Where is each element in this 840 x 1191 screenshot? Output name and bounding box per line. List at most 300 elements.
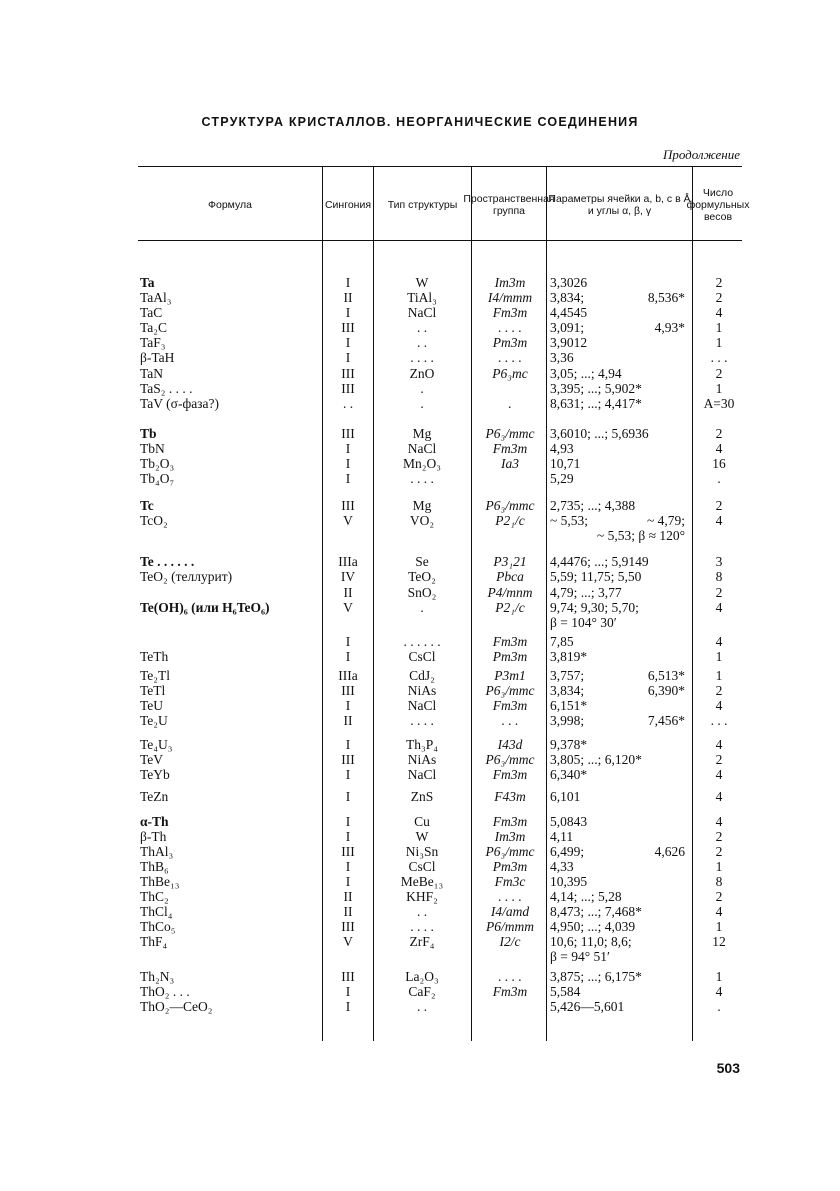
z-cell: 2	[715, 829, 723, 844]
params-cell: 5,29	[550, 471, 574, 486]
space-group-cell: P4/mnm	[487, 585, 533, 600]
syngony-cell: I	[345, 767, 351, 782]
formula-cell: TaAl₃	[140, 290, 172, 305]
formula-cell: TbN	[140, 441, 165, 456]
formula-cell: ThCo₅	[140, 919, 176, 934]
z-cell: .	[717, 999, 721, 1014]
space-group-cell: Pbca	[496, 569, 524, 584]
space-group-cell: I43d	[497, 737, 523, 752]
structure-cell: Mg	[412, 498, 432, 513]
params-cell: 3,3026	[550, 275, 588, 290]
header-params: Параметры ячейки a, b, c в Å и углы α, β, γ	[548, 193, 691, 217]
syngony-cell: I	[345, 275, 351, 290]
space-group-cell: P6₃/mmc	[485, 426, 535, 441]
space-group-cell: . . . .	[498, 320, 522, 335]
syngony-cell: II	[343, 904, 353, 919]
space-group-cell: Fm3m	[492, 634, 528, 649]
space-group-cell: P2₁/c	[495, 600, 525, 615]
syngony-cell: I	[345, 737, 351, 752]
table-row	[0, 683, 840, 698]
table-row	[0, 441, 840, 456]
structure-cell: NiAs	[407, 752, 437, 767]
formula-cell: TeU	[140, 698, 164, 713]
z-cell: 3	[715, 554, 723, 569]
syngony-cell: V	[343, 600, 353, 615]
formula-cell: Te₄U₃	[140, 737, 173, 752]
structure-cell: CsCl	[408, 649, 436, 664]
formula-cell: Th₂N₃	[140, 969, 175, 984]
syngony-cell: III	[341, 844, 355, 859]
table-row	[0, 634, 840, 649]
params-cell: 2,735; ...; 4,388	[550, 498, 636, 513]
structure-cell: La₂O₃	[405, 969, 439, 984]
space-group-cell: P6₃/mmc	[485, 498, 535, 513]
formula-cell: TeTl	[140, 683, 166, 698]
params-cell: 9,74; 9,30; 5,70;	[550, 600, 639, 615]
space-group-cell: Pm3m	[492, 335, 528, 350]
z-cell: 1	[715, 335, 723, 350]
z-cell: 4	[715, 789, 723, 804]
syngony-cell: IIIa	[338, 554, 358, 569]
formula-cell: TaN	[140, 366, 164, 381]
structure-cell: Th₃P₄	[406, 737, 438, 752]
params-extra-cell: ~ 5,53; β ≈ 120°	[596, 528, 685, 543]
structure-cell: Ni₃Sn	[405, 844, 439, 859]
structure-cell: . .	[416, 999, 428, 1014]
structure-cell: NaCl	[407, 305, 437, 320]
formula-cell: β-Th	[140, 829, 167, 844]
structure-cell: W	[415, 829, 429, 844]
syngony-cell: I	[345, 335, 351, 350]
space-group-cell: P6₃/mmc	[485, 752, 535, 767]
continuation-label: Продолжение	[662, 147, 740, 162]
table-row	[0, 585, 840, 600]
formula-cell: ThCl₄	[140, 904, 173, 919]
z-cell: 4	[715, 814, 723, 829]
space-group-cell: .	[508, 396, 512, 411]
formula-cell: Te . . . . . .	[140, 554, 195, 569]
structure-cell: NiAs	[407, 683, 437, 698]
structure-cell: Mn₂O₃	[403, 456, 441, 471]
structure-cell: . .	[416, 335, 428, 350]
table-row	[0, 513, 840, 528]
table-row	[0, 999, 840, 1014]
params-cell: 7,85	[550, 634, 574, 649]
params-cell: 4,14; ...; 5,28	[550, 889, 622, 904]
page-title: СТРУКТУРА КРИСТАЛЛОВ. НЕОРГАНИЧЕСКИЕ СОЕДИНЕНИЯ	[201, 115, 639, 129]
table-row	[0, 320, 840, 335]
table-row	[0, 649, 840, 664]
syngony-cell: I	[345, 634, 351, 649]
syngony-cell: II	[343, 889, 353, 904]
z-cell: 2	[715, 889, 723, 904]
table-row	[0, 554, 840, 569]
formula-cell: TeTh	[140, 649, 169, 664]
syngony-cell: I	[345, 814, 351, 829]
structure-cell: . . . .	[410, 471, 434, 486]
z-cell: 2	[715, 683, 723, 698]
params-extra-cell: 7,456*	[647, 713, 685, 728]
table-row	[0, 600, 840, 615]
structure-cell: CsCl	[408, 859, 436, 874]
formula-cell: TaV (σ-фаза?)	[140, 396, 219, 411]
syngony-cell: III	[341, 919, 355, 934]
table-row	[0, 984, 840, 999]
space-group-cell: Fm3m	[492, 441, 528, 456]
formula-cell: ThF₄	[140, 934, 168, 949]
table-row	[0, 949, 840, 964]
formula-cell: α-Th	[140, 814, 169, 829]
space-group-cell: Fm3c	[494, 874, 526, 889]
syngony-cell: I	[345, 984, 351, 999]
table-row	[0, 471, 840, 486]
syngony-cell: II	[343, 713, 353, 728]
z-cell: 4	[715, 513, 723, 528]
z-cell: 8	[715, 569, 723, 584]
space-group-cell: Pm3m	[492, 859, 528, 874]
params-cell: 3,091;	[550, 320, 585, 335]
syngony-cell: I	[345, 456, 351, 471]
table-row	[0, 569, 840, 584]
params-cell: 3,6010; ...; 5,6936	[550, 426, 649, 441]
syngony-cell: II	[343, 290, 353, 305]
table-row	[0, 789, 840, 804]
space-group-cell: . . .	[501, 713, 519, 728]
z-cell: 4	[715, 634, 723, 649]
params-cell: 3,875; ...; 6,175*	[550, 969, 642, 984]
params-extra-cell: 8,536*	[647, 290, 685, 305]
space-group-cell: Fm3m	[492, 305, 528, 320]
structure-cell: NaCl	[407, 698, 437, 713]
params-cell: 4,33	[550, 859, 574, 874]
table-row	[0, 426, 840, 441]
formula-cell: ThBe₁₃	[140, 874, 180, 889]
space-group-cell: . . . .	[498, 350, 522, 365]
space-group-cell: P3₁21	[493, 554, 527, 569]
params-cell: 9,378*	[550, 737, 588, 752]
table-row	[0, 859, 840, 874]
params-cell: 3,819*	[550, 649, 588, 664]
params-cell: 10,71	[550, 456, 581, 471]
table-row	[0, 919, 840, 934]
formula-cell: Ta	[140, 275, 155, 290]
syngony-cell: I	[345, 999, 351, 1014]
z-cell: 2	[715, 426, 723, 441]
syngony-cell: I	[345, 305, 351, 320]
z-cell: 4	[715, 600, 723, 615]
syngony-cell: IV	[340, 569, 356, 584]
structure-cell: . . . .	[410, 919, 434, 934]
params-cell: 10,395	[550, 874, 588, 889]
z-cell: 4	[715, 767, 723, 782]
z-cell: A=30	[703, 396, 735, 411]
params-cell: 5,584	[550, 984, 581, 999]
params-cell: 3,757;	[550, 668, 585, 683]
table-row	[0, 814, 840, 829]
formula-cell: Te₂U	[140, 713, 168, 728]
params-cell: 6,499;	[550, 844, 585, 859]
space-group-cell: P6₃/mmc	[485, 844, 535, 859]
z-cell: . . .	[710, 713, 728, 728]
z-cell: 4	[715, 904, 723, 919]
formula-cell: TaS₂ . . . .	[140, 381, 193, 396]
z-cell: 1	[715, 649, 723, 664]
structure-cell: TiAl₃	[407, 290, 437, 305]
z-cell: 4	[715, 984, 723, 999]
structure-cell: W	[415, 275, 429, 290]
table-row	[0, 456, 840, 471]
params-cell: 4,4545	[550, 305, 588, 320]
formula-cell: TeYb	[140, 767, 170, 782]
space-group-cell: Fm3m	[492, 984, 528, 999]
structure-cell: TeO₂	[408, 569, 436, 584]
formula-cell: ThC₂	[140, 889, 169, 904]
params-cell: 3,395; ...; 5,902*	[550, 381, 642, 396]
table-row	[0, 528, 840, 543]
syngony-cell: I	[345, 698, 351, 713]
table-row	[0, 844, 840, 859]
syngony-cell: I	[345, 471, 351, 486]
structure-cell: Cu	[414, 814, 430, 829]
syngony-cell: I	[345, 789, 351, 804]
table-row	[0, 350, 840, 365]
header-z: Число формульных весов	[686, 187, 750, 223]
formula-cell: Tb₄O₇	[140, 471, 175, 486]
z-cell: 1	[715, 859, 723, 874]
syngony-cell: I	[345, 649, 351, 664]
table-header-rule	[138, 240, 742, 241]
params-extra-cell: 6,513*	[647, 668, 685, 683]
syngony-cell: I	[345, 829, 351, 844]
params-cell: 5,0843	[550, 814, 588, 829]
params-cell: 4,79; ...; 3,77	[550, 585, 622, 600]
table-row	[0, 934, 840, 949]
formula-cell: Ta₂C	[140, 320, 168, 335]
structure-cell: . .	[416, 320, 428, 335]
table-row	[0, 366, 840, 381]
z-cell: 4	[715, 698, 723, 713]
space-group-cell: P6/mmm	[486, 919, 534, 934]
space-group-cell: Fm3m	[492, 814, 528, 829]
params-cell: 8,473; ...; 7,468*	[550, 904, 642, 919]
params-extra-cell: ~ 4,79;	[646, 513, 685, 528]
structure-cell: ZrF₄	[409, 934, 435, 949]
syngony-cell: III	[341, 498, 355, 513]
params-cell: 4,4476; ...; 5,9149	[550, 554, 649, 569]
params-cell: 3,998;	[550, 713, 585, 728]
structure-cell: Se	[415, 554, 429, 569]
params-cell: 6,101	[550, 789, 581, 804]
z-cell: 1	[715, 668, 723, 683]
syngony-cell: III	[341, 381, 355, 396]
syngony-cell: I	[345, 441, 351, 456]
formula-cell: TcO₂	[140, 513, 168, 528]
page-number: 503	[716, 1060, 740, 1076]
params-cell: 5,426—5,601	[550, 999, 625, 1014]
formula-cell: Te(OH)₆ (или H₆TeO₆)	[140, 600, 270, 615]
z-cell: 2	[715, 844, 723, 859]
params-cell: 5,59; 11,75; 5,50	[550, 569, 642, 584]
params-cell: 10,6; 11,0; 8,6;	[550, 934, 632, 949]
z-cell: 4	[715, 737, 723, 752]
params-cell: 3,805; ...; 6,120*	[550, 752, 642, 767]
space-group-cell: Fm3m	[492, 698, 528, 713]
table-row	[0, 767, 840, 782]
space-group-cell: Pm3m	[492, 649, 528, 664]
params-cell: 3,05; ...; 4,94	[550, 366, 622, 381]
params-cell: 6,151*	[550, 698, 588, 713]
params-cell: 4,950; ...; 4,039	[550, 919, 636, 934]
table-row	[0, 381, 840, 396]
syngony-cell: I	[345, 874, 351, 889]
table-row	[0, 829, 840, 844]
structure-cell: VO₂	[409, 513, 435, 528]
syngony-cell: III	[341, 366, 355, 381]
formula-cell: TeZn	[140, 789, 169, 804]
space-group-cell: Ia3	[501, 456, 519, 471]
syngony-cell: I	[345, 350, 351, 365]
z-cell: . . .	[710, 350, 728, 365]
space-group-cell: P6₃/mmc	[485, 683, 535, 698]
space-group-cell: . . . .	[498, 969, 522, 984]
structure-cell: . . . .	[410, 713, 434, 728]
params-cell: 3,36	[550, 350, 574, 365]
params-cell: 8,631; ...; 4,417*	[550, 396, 642, 411]
structure-cell: SnO₂	[407, 585, 437, 600]
table-row	[0, 713, 840, 728]
table-row	[0, 698, 840, 713]
structure-cell: . .	[416, 904, 428, 919]
params-cell: 4,11	[550, 829, 574, 844]
space-group-cell: Fm3m	[492, 767, 528, 782]
z-cell: 16	[712, 456, 726, 471]
structure-cell: CdJ₂	[409, 668, 435, 683]
space-group-cell: P3m1	[494, 668, 526, 683]
params-cell: 3,834;	[550, 290, 585, 305]
structure-cell: .	[420, 600, 424, 615]
table-row	[0, 335, 840, 350]
formula-cell: ThO₂ . . .	[140, 984, 190, 999]
header-syngony: Сингония	[324, 199, 372, 211]
table-row	[0, 498, 840, 513]
structure-cell: KHF₂	[406, 889, 438, 904]
structure-cell: .	[420, 396, 424, 411]
header-structure: Тип структуры	[387, 199, 458, 211]
params-cell: ~ 5,53;	[550, 513, 589, 528]
space-group-cell: Im3m	[494, 829, 526, 844]
space-group-cell: P2₁/c	[495, 513, 525, 528]
table-row	[0, 275, 840, 290]
structure-cell: ZnO	[409, 366, 435, 381]
space-group-cell: I4/mmm	[487, 290, 533, 305]
space-group-cell: I4/amd	[490, 904, 530, 919]
z-cell: 2	[715, 366, 723, 381]
syngony-cell: III	[341, 969, 355, 984]
z-cell: 2	[715, 275, 723, 290]
syngony-cell: III	[341, 752, 355, 767]
params-cell: 3,834;	[550, 683, 585, 698]
syngony-cell: IIIa	[338, 668, 358, 683]
formula-cell: ThB₆	[140, 859, 169, 874]
params-cell: β = 94° 51′	[550, 949, 610, 964]
z-cell: 1	[715, 381, 723, 396]
params-cell: 4,93	[550, 441, 574, 456]
params-cell: 3,9012	[550, 335, 588, 350]
syngony-cell: V	[343, 513, 353, 528]
space-group-cell: I2/c	[499, 934, 521, 949]
structure-cell: Mg	[412, 426, 432, 441]
table-row	[0, 305, 840, 320]
space-group-cell: Im3m	[494, 275, 526, 290]
table-row	[0, 874, 840, 889]
z-cell: 2	[715, 498, 723, 513]
table-row	[0, 904, 840, 919]
z-cell: 2	[715, 752, 723, 767]
syngony-cell: . .	[342, 396, 354, 411]
syngony-cell: V	[343, 934, 353, 949]
structure-cell: NaCl	[407, 441, 437, 456]
space-group-cell: F43m	[494, 789, 526, 804]
structure-cell: CaF₂	[408, 984, 436, 999]
z-cell: 8	[715, 874, 723, 889]
table-top-rule	[138, 166, 742, 167]
table-row	[0, 969, 840, 984]
formula-cell: ThO₂—CeO₂	[140, 999, 213, 1014]
syngony-cell: I	[345, 859, 351, 874]
table-row	[0, 889, 840, 904]
header-formula: Формула	[208, 199, 252, 211]
z-cell: 4	[715, 305, 723, 320]
formula-cell: Tb₂O₃	[140, 456, 175, 471]
formula-cell: TaC	[140, 305, 163, 320]
params-cell: β = 104° 30′	[550, 615, 617, 630]
space-group-cell: P6₃mc	[492, 366, 528, 381]
params-extra-cell: 6,390*	[647, 683, 685, 698]
z-cell: 1	[715, 969, 723, 984]
formula-cell: TeV	[140, 752, 164, 767]
space-group-cell: . . . .	[498, 889, 522, 904]
structure-cell: MeBe₁₃	[400, 874, 444, 889]
table-row	[0, 752, 840, 767]
z-cell: .	[717, 471, 721, 486]
syngony-cell: III	[341, 426, 355, 441]
z-cell: 2	[715, 585, 723, 600]
formula-cell: TaF₃	[140, 335, 166, 350]
z-cell: 2	[715, 290, 723, 305]
table-row	[0, 615, 840, 630]
params-cell: 6,340*	[550, 767, 588, 782]
header-space-group: Пространственная группа	[463, 193, 555, 217]
table-row	[0, 396, 840, 411]
structure-cell: . . . .	[410, 350, 434, 365]
z-cell: 4	[715, 441, 723, 456]
structure-cell: NaCl	[407, 767, 437, 782]
params-extra-cell: 4,626	[654, 844, 685, 859]
syngony-cell: II	[343, 585, 353, 600]
z-cell: 1	[715, 919, 723, 934]
z-cell: 12	[712, 934, 726, 949]
table-row	[0, 668, 840, 683]
syngony-cell: III	[341, 683, 355, 698]
structure-cell: .	[420, 381, 424, 396]
formula-cell: β-TaH	[140, 350, 175, 365]
formula-cell: TeO₂ (теллурит)	[140, 569, 233, 584]
formula-cell: Tc	[140, 498, 154, 513]
table-row	[0, 290, 840, 305]
table-row	[0, 737, 840, 752]
formula-cell: ThAl₃	[140, 844, 174, 859]
syngony-cell: III	[341, 320, 355, 335]
